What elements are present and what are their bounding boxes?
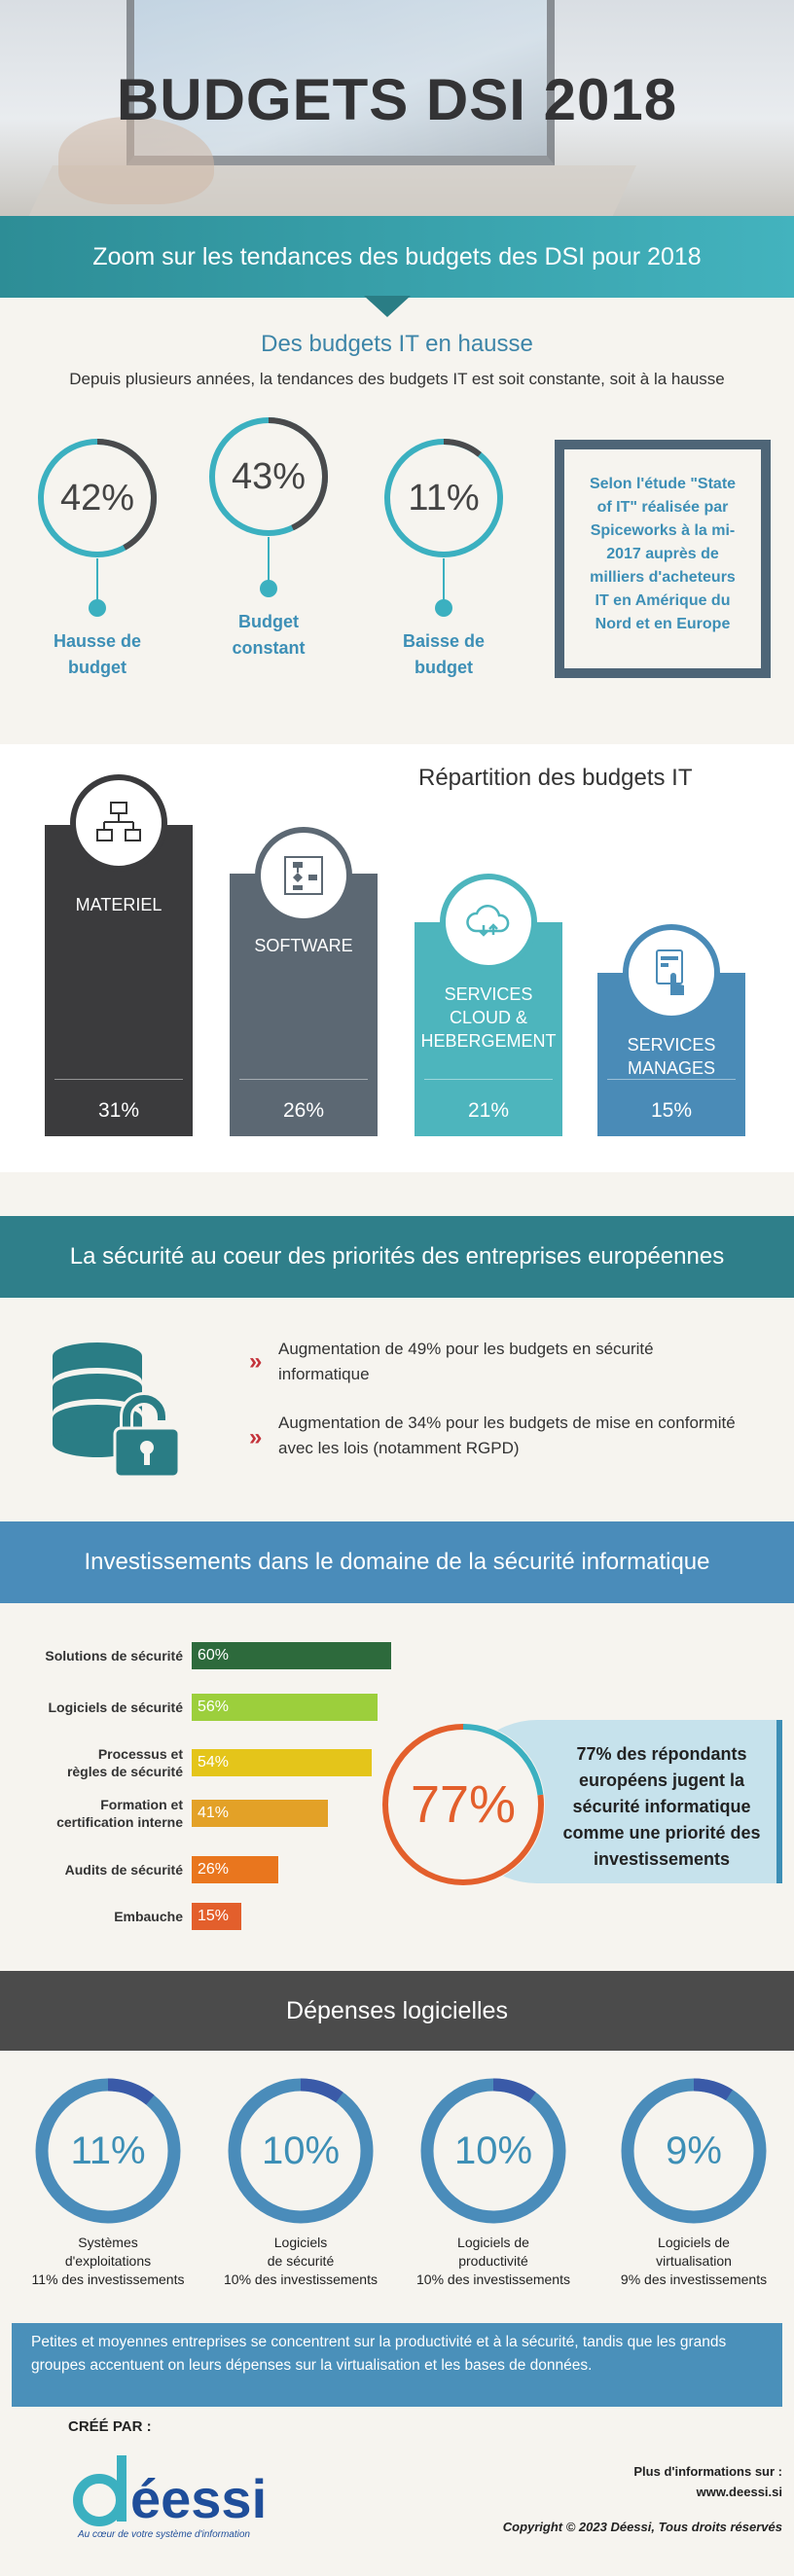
repartition-bar-name-line: MATERIEL [75,895,162,914]
more-info [633,2461,782,2502]
study-note-text: Selon l'étude "State of IT" réalisée par Spiceworks à la mi-2017 auprès de milliers d'acheteurs IT en Amérique du Nord et en Europe [589,476,737,632]
software-label-line: Logiciels [273,2235,328,2250]
bar-3 [192,1749,372,1776]
trend-value: 11% [408,477,480,519]
software-value: 9% [666,2129,722,2172]
investments-title: Investissements dans le domaine de la sécurité informatique [84,1549,710,1575]
repartition-bar-value: 15% [650,1099,693,1122]
bar-1 [192,1642,391,1669]
software-label-line: 10% des investissements [416,2272,570,2287]
software-ring [228,2078,374,2224]
bar-4 [192,1800,328,1827]
software-label-line: Logiciels de [658,2235,730,2250]
highlight-value: 77% [410,1775,517,1834]
software-value: 10% [261,2129,341,2172]
bar-category-label [56,1796,183,1831]
bar-category-label-line: Processus et [97,1746,183,1762]
software-band [0,1971,794,2051]
repartition-bar-value: 31% [97,1099,140,1122]
security-point-1: Augmentation de 49% pour les budgets en sécurité informatique [278,1340,654,1383]
bar-category-label [114,1908,183,1925]
flowchart-icon [255,827,352,924]
software-ring [420,2078,566,2224]
trend-label-line2: budget [68,658,126,677]
bar-value-label: 54% [198,1754,230,1771]
bar-value-label: 60% [198,1647,230,1664]
bar-category-label-line: Solutions de sécurité [45,1648,183,1664]
bar-divider [607,1079,736,1080]
investments-band [0,1521,794,1603]
software-label [203,2234,398,2289]
bar-divider [424,1079,553,1080]
trend-ring [383,438,504,558]
software-label [596,2234,791,2289]
bar-category-label-line: Embauche [114,1909,183,1924]
zoom-banner-text: Zoom sur les tendances des budgets des DSI pour 2018 [92,243,702,270]
repartition-bar-name-line: SERVICES [444,984,533,1004]
logo-tagline: Au cœur de votre système d'information [78,2529,250,2540]
software-label-line: de sécurité [267,2253,335,2269]
bar-category-label [67,1745,183,1780]
trend-label-line2: constant [232,638,306,658]
database-lock-icon [53,1341,181,1477]
cloud-icon [440,874,537,971]
repartition-bar-name-line: SOFTWARE [254,936,353,955]
repartition-bar-name-line: MANAGES [627,1058,716,1078]
bar-category-label [49,1699,184,1716]
trend-label-line2: budget [415,658,473,677]
bar-5 [192,1856,278,1883]
software-label-line: productivité [458,2253,528,2269]
trend-label-line1: Hausse de [53,631,142,651]
security-band [0,1216,794,1298]
touch-screen-icon [623,924,720,1021]
repartition-bar-name [597,1033,745,1080]
software-label-line: 9% des investissements [620,2272,768,2287]
bar-2 [192,1694,378,1721]
software-title: Dépenses logicielles [286,1997,508,2024]
trend-stem [96,558,98,601]
security-title: La sécurité au coeur des priorités des entreprises européennes [69,1243,725,1270]
network-icon [70,774,167,872]
trend-stem [268,537,270,582]
bar-category-label [45,1647,183,1664]
trend-dot [435,599,452,617]
chevron-right-icon: » [249,1348,263,1375]
bar-category-label [65,1861,183,1878]
software-ring [621,2078,767,2224]
bar-divider [239,1079,368,1080]
repartition-bar-name-line: HEBERGEMENT [420,1031,557,1051]
software-label-line: 11% des investissements [31,2272,185,2287]
bar-category-label-line: certification interne [56,1814,183,1830]
info-box [12,2323,782,2407]
trend-value: 43% [231,455,307,497]
bar-6 [192,1903,241,1930]
bar-category-label-line: Audits de sécurité [64,1862,183,1878]
bar-category-label-line: règles de sécurité [66,1764,183,1779]
software-label-line: 10% des investissements [224,2272,378,2287]
copyright: Copyright © 2023 Déessi, Tous droits réservés [502,2520,782,2534]
banner-pointer [364,296,411,317]
created-by-label: CRÉÉ PAR : [68,2418,152,2435]
website-link[interactable]: www.deessi.si [696,2485,782,2499]
trends-title: Des budgets IT en hausse [261,331,533,357]
repartition-bar-name-line: CLOUD & [449,1008,527,1027]
logo-text: éessi [130,2468,268,2529]
trend-dot [89,599,106,617]
trend-label [376,628,512,681]
deessi-logo [68,2444,302,2541]
bar-value-label: 15% [198,1908,230,1924]
repartition-bar-name [45,893,193,916]
trend-dot [260,580,277,597]
software-label-line: Systèmes [78,2235,138,2250]
trend-label-line1: Budget [238,612,299,631]
repartition-title: Répartition des budgets IT [418,765,693,791]
repartition-bar-value: 26% [282,1099,325,1122]
highlight-text: 77% des répondants européens jugent la sécurité informatique comme une priorité des investissements [562,1744,761,1869]
bar-category-label-line: Formation et [100,1797,183,1812]
trends-subtitle: Depuis plusieurs années, la tendances des budgets IT est soit constante, soit à la hausse [69,370,725,388]
security-point-2: Augmentation de 34% pour les budgets de mise en conformité avec les lois (notamment RGPD) [278,1413,736,1457]
bar-divider [54,1079,183,1080]
software-label-line: d'exploitations [64,2253,152,2269]
trend-ring [208,416,329,537]
software-ring [35,2078,181,2224]
highlight-ring [376,1717,551,1892]
trend-label [200,609,337,662]
software-label-line: Logiciels de [457,2235,529,2250]
info-text: Petites et moyennes entreprises se concentrent sur la productivité et à la sécurité, tandis que les grands groupes accentuent on leurs dépenses sur la virtualisation et les bases de données. [31,2334,727,2374]
repartition-bar-name [415,983,562,1053]
trend-ring [37,438,158,558]
software-value: 10% [453,2129,533,2172]
trend-label [29,628,165,681]
trend-label-line1: Baisse de [402,631,486,651]
repartition-bar-name [230,934,378,957]
trend-value: 42% [59,477,135,519]
software-label-line: virtualisation [656,2253,732,2269]
chevron-right-icon: » [249,1424,263,1450]
software-label [396,2234,591,2289]
bar-value-label: 41% [198,1805,230,1821]
software-value: 11% [70,2129,146,2172]
more-info-label: Plus d'informations sur : [633,2464,782,2479]
trend-stem [443,558,445,601]
repartition-bar-value: 21% [467,1099,510,1122]
page-title: BUDGETS DSI 2018 [116,67,678,132]
software-label [11,2234,205,2289]
hero-banner [0,0,794,216]
repartition-bar [45,825,193,1136]
bar-value-label: 56% [198,1699,230,1715]
study-note-box [555,440,771,678]
repartition-bar-name-line: SERVICES [627,1035,716,1055]
bar-category-label-line: Logiciels de sécurité [48,1699,183,1715]
zoom-banner [0,216,794,298]
bar-value-label: 26% [198,1861,230,1878]
